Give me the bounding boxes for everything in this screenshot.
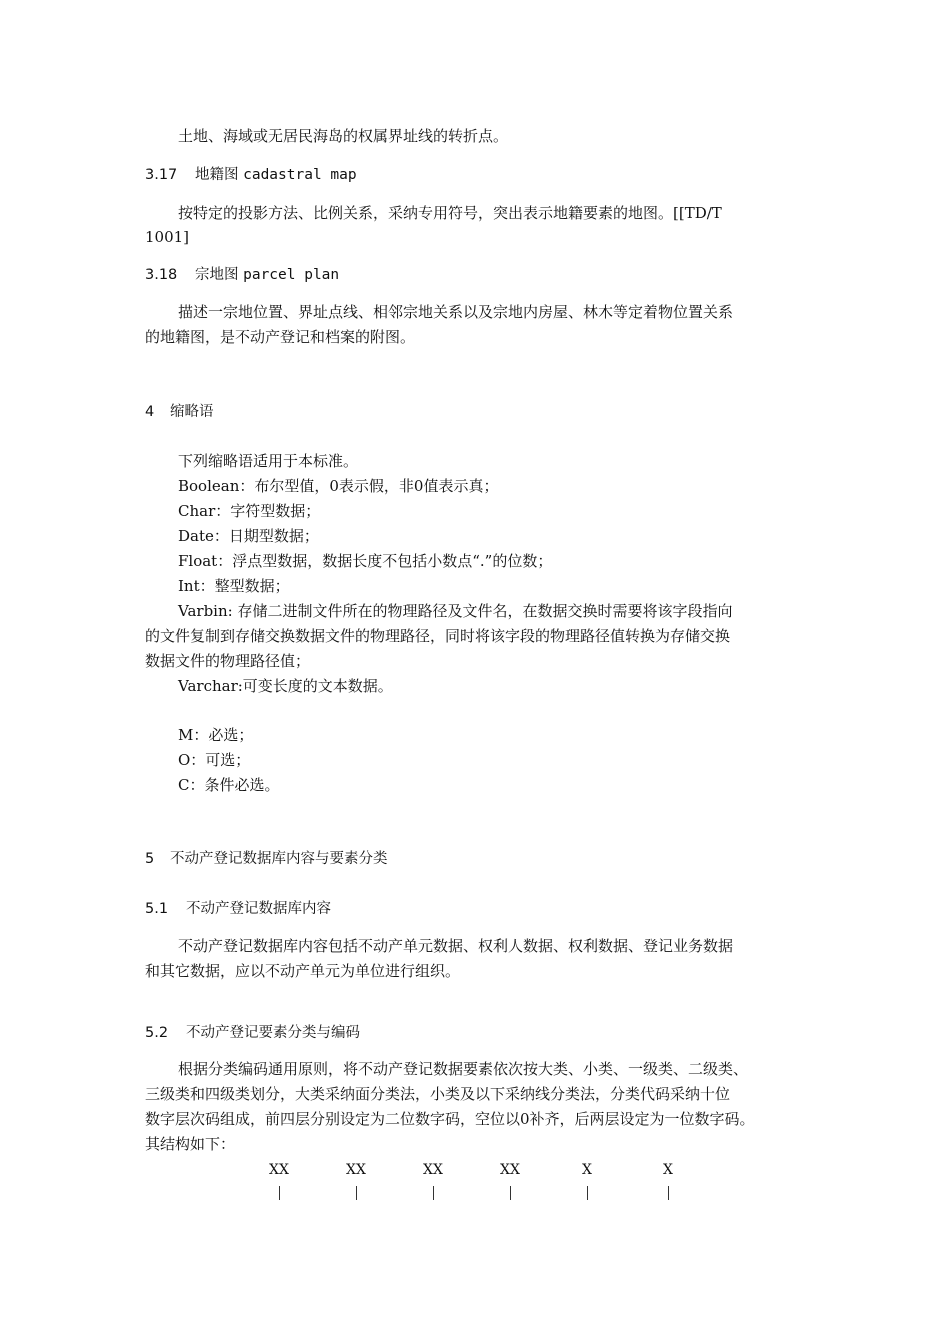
section-5-1-text-line2: 和其它数据，应以不动产单元为单位进行组织。: [145, 962, 461, 980]
abbreviations-intro: 下列缩略语适用于本标准。: [178, 452, 359, 470]
definition-3-18-text-line2: 的地籍图，是不动产登记和档案的附图。: [145, 328, 416, 346]
flag-optional: O：可选；: [178, 751, 251, 769]
heading-3-17: [145, 165, 357, 185]
code-segment-label: XX: [346, 1162, 366, 1178]
heading-number: 5: [145, 851, 155, 867]
abbreviation-item: Boolean：布尔型值，0表示假，非0值表示真；: [178, 477, 499, 495]
heading-title-cn: 地籍图: [195, 167, 239, 183]
code-segment-tick: [279, 1186, 280, 1200]
section-5-1-text-line1: 不动产登记数据库内容包括不动产单元数据、权利人数据、权利数据、登记业务数据: [178, 937, 734, 955]
code-structure-diagram: [0, 1160, 950, 1204]
heading-number: 3.18: [145, 267, 178, 283]
section-5-2-text-line1: 根据分类编码通用原则，将不动产登记数据要素依次按大类、小类、一级类、二级类、: [178, 1060, 749, 1078]
abbreviation-item-continued: 数据文件的物理路径值；: [145, 652, 311, 670]
heading-title: 不动产登记数据库内容: [186, 901, 331, 917]
code-segment-label: XX: [269, 1162, 289, 1178]
code-segment: [336, 1160, 376, 1200]
abbreviation-item: Date：日期型数据；: [178, 527, 319, 545]
section-5-2-text-line2: 三级类和四级类划分，大类采纳面分类法，小类及以下采纳线分类法，分类代码采纳十位: [145, 1085, 731, 1103]
heading-title: 缩略语: [170, 404, 214, 420]
heading-title-en: cadastral map: [243, 167, 357, 183]
code-segment: [413, 1160, 453, 1200]
heading-section-5: [145, 849, 388, 869]
heading-number: 5.2: [145, 1025, 169, 1041]
code-segment-label: XX: [500, 1162, 520, 1178]
code-segment: [567, 1160, 607, 1200]
code-segment: [490, 1160, 530, 1200]
code-segment: [648, 1160, 688, 1200]
definition-3-17-text-line2: 1001]: [145, 228, 190, 246]
heading-number: 5.1: [145, 901, 169, 917]
heading-title: 不动产登记要素分类与编码: [186, 1025, 360, 1041]
abbreviation-item: Int：整型数据；: [178, 577, 290, 595]
heading-section-5-1: [145, 899, 331, 919]
heading-section-5-2: [145, 1023, 360, 1043]
abbreviation-item: Float：浮点型数据，数据长度不包括小数点“.”的位数；: [178, 552, 553, 570]
heading-number: 3.17: [145, 167, 178, 183]
heading-title-cn: 宗地图: [195, 267, 239, 283]
abbreviation-item: Varchar:可变长度的文本数据。: [178, 677, 393, 695]
abbreviation-item: Varbin: 存储二进制文件所在的物理路径及文件名，在数据交换时需要将该字段指向: [178, 602, 733, 620]
code-segment-tick: [587, 1186, 588, 1200]
code-segment-label: X: [663, 1162, 673, 1178]
section-5-2-text-line4: 其结构如下：: [145, 1135, 236, 1153]
code-segment-tick: [356, 1186, 357, 1200]
heading-section-4: [145, 402, 214, 422]
abbreviation-item: Char：字符型数据；: [178, 502, 321, 520]
definition-3-18-text-line1: 描述一宗地位置、界址点线、相邻宗地关系以及宗地内房屋、林木等定着物位置关系: [178, 303, 734, 321]
heading-title-en: parcel plan: [243, 267, 340, 283]
flag-conditional: C：条件必选。: [178, 776, 280, 794]
code-segment: [259, 1160, 299, 1200]
definition-3-17-text-line1: 按特定的投影方法、比例关系，采纳专用符号，突出表示地籍要素的地图。[[TD/T: [178, 204, 722, 222]
flag-mandatory: M：必选；: [178, 726, 254, 744]
definition-3-16-text: 土地、海域或无居民海岛的权属界址线的转折点。: [178, 127, 509, 145]
code-segment-tick: [433, 1186, 434, 1200]
section-5-2-text-line3: 数字层次码组成，前四层分别设定为二位数字码，空位以0补齐，后两层设定为一位数字码。: [145, 1110, 755, 1128]
heading-number: 4: [145, 404, 155, 420]
heading-title: 不动产登记数据库内容与要素分类: [170, 851, 388, 867]
code-segment-tick: [510, 1186, 511, 1200]
code-segment-label: X: [582, 1162, 592, 1178]
code-segment-label: XX: [423, 1162, 443, 1178]
heading-3-18: [145, 265, 339, 285]
abbreviation-item-continued: 的文件复制到存储交换数据文件的物理路径，同时将该字段的物理路径值转换为存储交换: [145, 627, 731, 645]
code-segment-tick: [668, 1186, 669, 1200]
